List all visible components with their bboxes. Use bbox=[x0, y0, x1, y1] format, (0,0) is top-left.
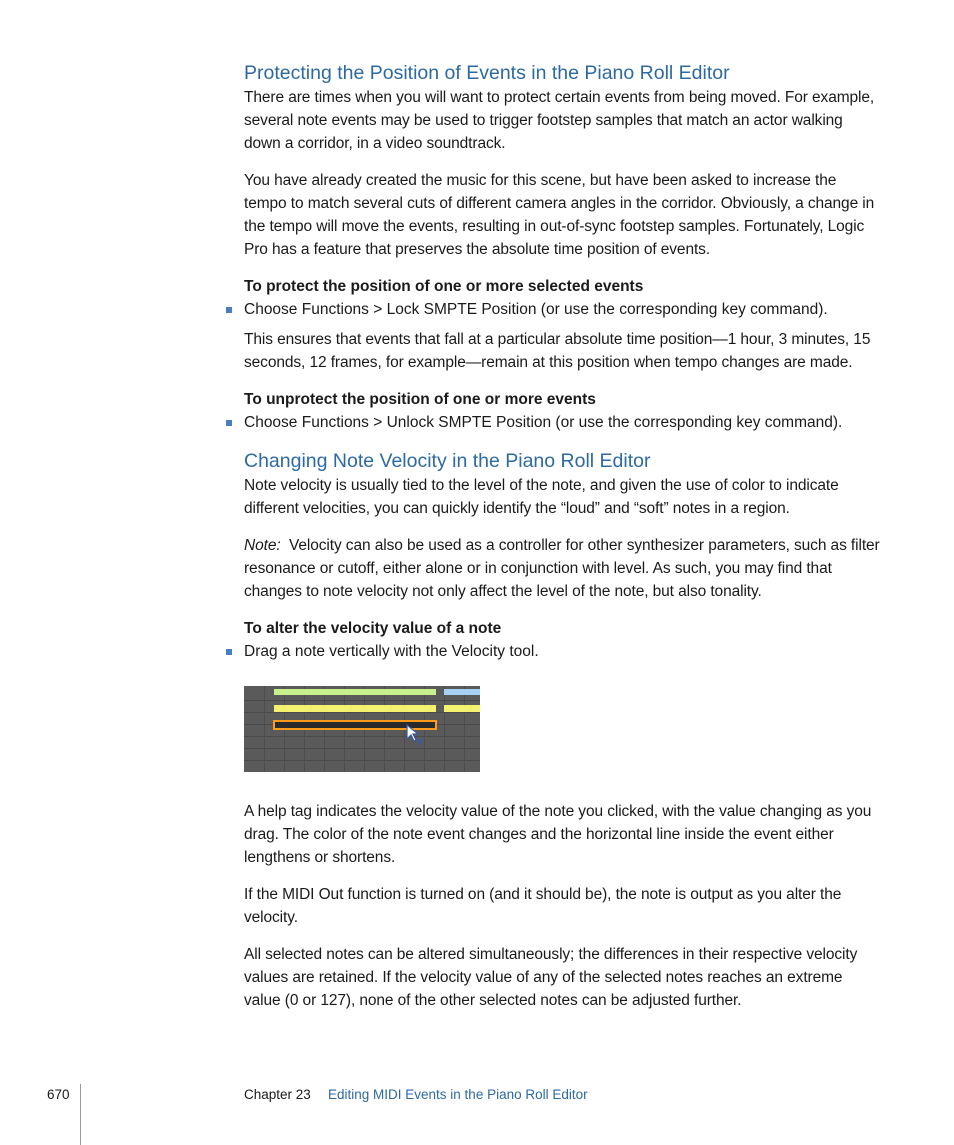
note-event-yellow[interactable] bbox=[444, 705, 480, 712]
note-paragraph bbox=[244, 534, 880, 603]
note-event-green[interactable] bbox=[274, 689, 436, 695]
paragraph: There are times when you will want to protect certain events from being moved. For example, several note events may be used to trigger footstep samples that match an actor walking down a corridor, in a video soundtrack. bbox=[244, 89, 875, 152]
page-number: 670 bbox=[47, 1087, 70, 1102]
task-heading-protect: To protect the position of one or more selected events bbox=[244, 278, 644, 295]
chapter-title: Editing MIDI Events in the Piano Roll Editor bbox=[328, 1087, 588, 1102]
bullet-text: Choose Functions > Unlock SMPTE Position (or use the corresponding key command). bbox=[244, 414, 843, 431]
note-event-blue[interactable] bbox=[444, 689, 480, 695]
velocity-tool-cursor-icon bbox=[405, 724, 427, 751]
task-heading-unprotect: To unprotect the position of one or more events bbox=[244, 391, 596, 408]
chapter-label: Chapter 23 bbox=[244, 1087, 311, 1102]
bullet-marker bbox=[226, 420, 232, 426]
paragraph: If the MIDI Out function is turned on (and it should be), the note is output as you alter the velocity. bbox=[244, 886, 842, 926]
bullet-text: Drag a note vertically with the Velocity tool. bbox=[244, 643, 539, 660]
paragraph: A help tag indicates the velocity value of the note you clicked, with the value changing as you drag. The color of the note event changes and the horizontal line inside the event either lengthens or shortens. bbox=[244, 803, 872, 866]
bullet-item bbox=[244, 640, 880, 663]
bullet-item bbox=[244, 298, 880, 321]
bullet-text: Choose Functions > Lock SMPTE Position (or use the corresponding key command). bbox=[244, 301, 828, 318]
bullet-marker bbox=[226, 649, 232, 655]
paragraph: This ensures that events that fall at a particular absolute time position—1 hour, 3 minutes, 15 seconds, 12 frames, for example—remain at this position when tempo changes are made. bbox=[244, 331, 871, 371]
page-content bbox=[244, 60, 880, 1026]
footer-divider bbox=[80, 1084, 81, 1145]
paragraph: You have already created the music for this scene, but have been asked to increase the tempo to match several cuts of different camera angles in the corridor. Obviously, a change in the tempo will move the events, resulting in out-of-sync footstep samples. Fortunately, Logic Pro has a feature that preserves the absolute time position of events. bbox=[244, 172, 875, 258]
paragraph: All selected notes can be altered simultaneously; the differences in their respective velocity values are retained. If the velocity value of any of the selected notes reaches an extreme value (0 or 127), none of the other selected notes can be adjusted further. bbox=[244, 946, 858, 1009]
note-label: Note: bbox=[244, 537, 281, 554]
section-heading-velocity: Changing Note Velocity in the Piano Roll Editor bbox=[244, 450, 651, 472]
bullet-marker bbox=[226, 307, 232, 313]
paragraph: Note velocity is usually tied to the level of the note, and given the use of color to indicate different velocities, you can quickly identify the “loud” and “soft” notes in a region. bbox=[244, 477, 839, 517]
task-heading-velocity: To alter the velocity value of a note bbox=[244, 620, 502, 637]
bullet-item bbox=[244, 411, 880, 434]
piano-roll-screenshot bbox=[244, 686, 480, 772]
note-event-yellow[interactable] bbox=[274, 705, 436, 712]
note-text: Velocity can also be used as a controller for other synthesizer parameters, such as filter resonance or cutoff, either alone or in conjunction with level. As such, you may find that changes to note velocity not only affect the level of the note, but also tonality. bbox=[244, 537, 880, 600]
section-heading-protecting: Protecting the Position of Events in the Piano Roll Editor bbox=[244, 62, 730, 84]
